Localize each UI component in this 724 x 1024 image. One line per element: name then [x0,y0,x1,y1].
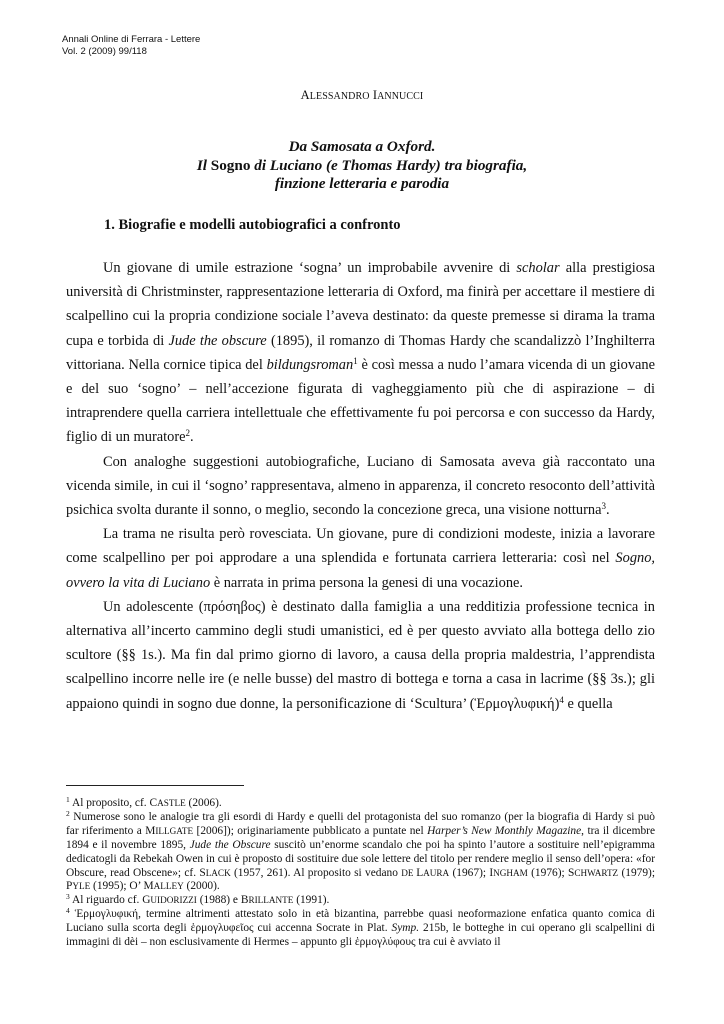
text-run: Ἑρμογλυφική, termine altrimenti attestato solo in età bizantina, parrebbe quasi neoformazione enfatica quanto comica di Luciano sulla scorta degli ἑρμογλυφεῖος cui accenna Socrate in Plat. [66,908,655,935]
footnote-ref-2[interactable]: 2 [185,428,190,439]
paragraph-4 [66,595,655,716]
author-first-rest: LESSANDRO [309,91,370,102]
text-run: (2000). [183,880,220,893]
footnote-3 [66,894,655,908]
text-run: (1895), il romanzo di Thomas Hardy che scandalizzò l’Inghilterra vittoriana. Nella cornice tipica del [66,332,655,373]
italic-term: bildungsroman [266,356,354,373]
author-cite: NGHAM [493,867,528,878]
text-run: Con analoghe suggestioni autobiografiche, Luciano di Samosata aveva già raccontato una vicenda simile, in cui il ‘sogno’ rappresentava, almeno in apparenza, il concreto resoconto dell’attività psichica svolta durante il sonno, o meglio, secondo la concezione greca, una visione notturna [66,453,655,519]
text-run: alla prestigiosa università di Christminster, rappresentazione letteraria di Oxford, ma finirà per accettare il mestiere di scalpellino cui la propria condizione sociale l’aveva destinato: da queste premesse si dirama la trama cupa e torbida di [66,260,655,349]
author-cite: S [567,866,575,879]
footnote-number: 1 [66,795,70,804]
author-cite: ALLEY [153,881,184,892]
text-run: La trama ne risulta però rovesciata. Un giovane, pure di condizioni modeste, inizia a lavorare come scalpellino per poi approdare a una splendida e fortunata carriera letteraria: così nel [66,526,655,567]
article-title [0,138,724,194]
title-il: Il [196,156,211,174]
author-cite: I [489,866,494,879]
text-run: [2006]); originariamente pubblicato a puntate nel [193,824,428,837]
text-run: (1976); [527,866,568,879]
title-rest: di Luciano (e Thomas Hardy) tra biografia, [250,156,528,174]
text-run: (1957, 261). Al proposito si vedano [230,866,402,879]
footnote-ref-1[interactable]: 1 [353,355,358,366]
text-run: (1967); [449,866,490,879]
author-initial: A [300,88,310,102]
text-run: è narrata in prima persona la genesi di una vocazione. [210,574,524,591]
text-run: Un adolescente (πρόσηβος) è destinato dalla famiglia a una redditizia professione tecnica in alternativa all’incerto cammino degli studi umanistici, ed è per questo avviato alla bottega dello zio scultore (§§ 1s.). Ma fin dal primo giorno di lavoro, a causa della propria maldestria, l’apprendista scalpellino incorre nelle ire (e nelle busse) del mastro di bottega e torna a casa in lacrime (§§ 3s.); gli appaiono quindi in sogno due donne, la personificazione di ‘Scultura’ (Ἑρμογλυφική) [66,598,655,712]
author-cite: CHWARTZ [574,867,619,878]
footnotes [66,797,655,950]
author-cite: L [416,866,424,879]
book-title: Sogno, ovvero la vita di Luciano [66,550,655,591]
author-cite: UIDORIZZI [150,895,197,906]
title-sogno: Sogno [210,156,251,174]
author-cite: ASTLE [157,798,186,808]
work-abbreviation: Symp. [391,922,420,935]
footnote-ref-3[interactable]: 3 [601,501,606,512]
text-run: e quella [563,695,613,712]
journal-header [62,34,200,58]
journal-volume: Vol. 2 (2009) 99/118 [62,46,147,57]
book-title: Jude the obscure [168,332,267,349]
footnote-separator [66,785,244,786]
title-line-1: Da Samosata a Oxford. [288,138,436,155]
author-cite: S [199,866,206,879]
journal-name: Annali Online di Ferrara - Lettere [62,34,201,45]
text-run: Un giovane di umile estrazione ‘sogna’ un improbabile avvenire di [103,260,517,276]
title-line-2 [0,157,724,176]
text-run: . [190,429,194,446]
author-last-rest: ANNUCCI [377,91,424,102]
text-run: 215b, le botteghe in cui operano gli scalpellini di immagini di dèi – non esclusivamente di Hermes – appunto gli ἑρμογλύφους tra cui è avviato il [66,922,655,949]
author-cite: AURA [423,867,450,878]
text-run: (1991). [293,894,330,907]
italic-term: scholar [516,260,560,276]
author-cite: ILLGATE [155,825,194,836]
author-cite: C [149,797,158,809]
title-line-3: finzione letteraria e parodia [274,175,450,192]
periodical-title: Harper’s New Monthly Magazine [427,824,582,837]
text-run: suscitò un’enorme scandalo che poi ha spinto l’autore a sostituire nell’epigramma dedicatogli da Rebekah Owen in cui è proposto di sostituire due sole lettere del titolo per rendere meglio il senso dell’opera: «for Obscure, read Obscene»; cf. [66,838,655,879]
text-run: . [606,502,610,519]
author-cite: M [145,824,156,837]
text-run: , tra il dicembre 1894 e il novembre 1895, [66,824,655,851]
text-run: Al riguardo cf. [69,894,143,907]
text-run: (1995); O’ [90,880,144,893]
text-run: (1988) e [196,894,241,907]
text-run: Numerose sono le analogie tra gli esordi di Hardy e quelli del protagonista del suo romanzo (per la biografia di Hardy si può far riferimento a [66,810,655,837]
footnote-number: 4 [66,906,70,916]
text-run: (1979); [618,866,655,879]
footnote-2 [66,808,655,894]
author-cite: YLE [72,881,91,892]
book-title: Jude the Obscure [189,838,271,851]
text-run: (2006). [185,797,222,809]
footnote-number: 2 [66,808,70,818]
author-cite: LACK [205,867,231,878]
author-cite: RILLANTE [248,895,294,906]
text-run: è così messa a nudo l’amara vicenda di un giovane e del suo ‘sogno’ – nell’accezione figurata di vagheggiamento più che di aspirazione – di intraprendere quella carriera intellettuale che effettivamente fu poi percorsa e con successo da Hardy, figlio di un muratore [66,356,655,446]
footnote-number: 3 [66,892,70,902]
author-cite: M [143,880,154,893]
author-cite: DE [401,867,417,878]
article-author [0,88,724,103]
footnote-1 [66,797,655,811]
paragraph-1 [66,256,655,450]
footnote-4 [66,908,655,950]
author-cite: P [66,880,73,893]
text-run: Al proposito, cf. [69,797,150,809]
author-cite: G [142,894,151,907]
author-last-initial: I [372,88,378,102]
author-cite: B [240,894,249,907]
body-text [66,256,655,716]
paragraph-2 [66,450,655,523]
paragraph-3 [66,522,655,595]
footnote-ref-4[interactable]: 4 [559,694,564,705]
section-heading: 1. Biografie e modelli autobiografici a confronto [104,217,401,233]
